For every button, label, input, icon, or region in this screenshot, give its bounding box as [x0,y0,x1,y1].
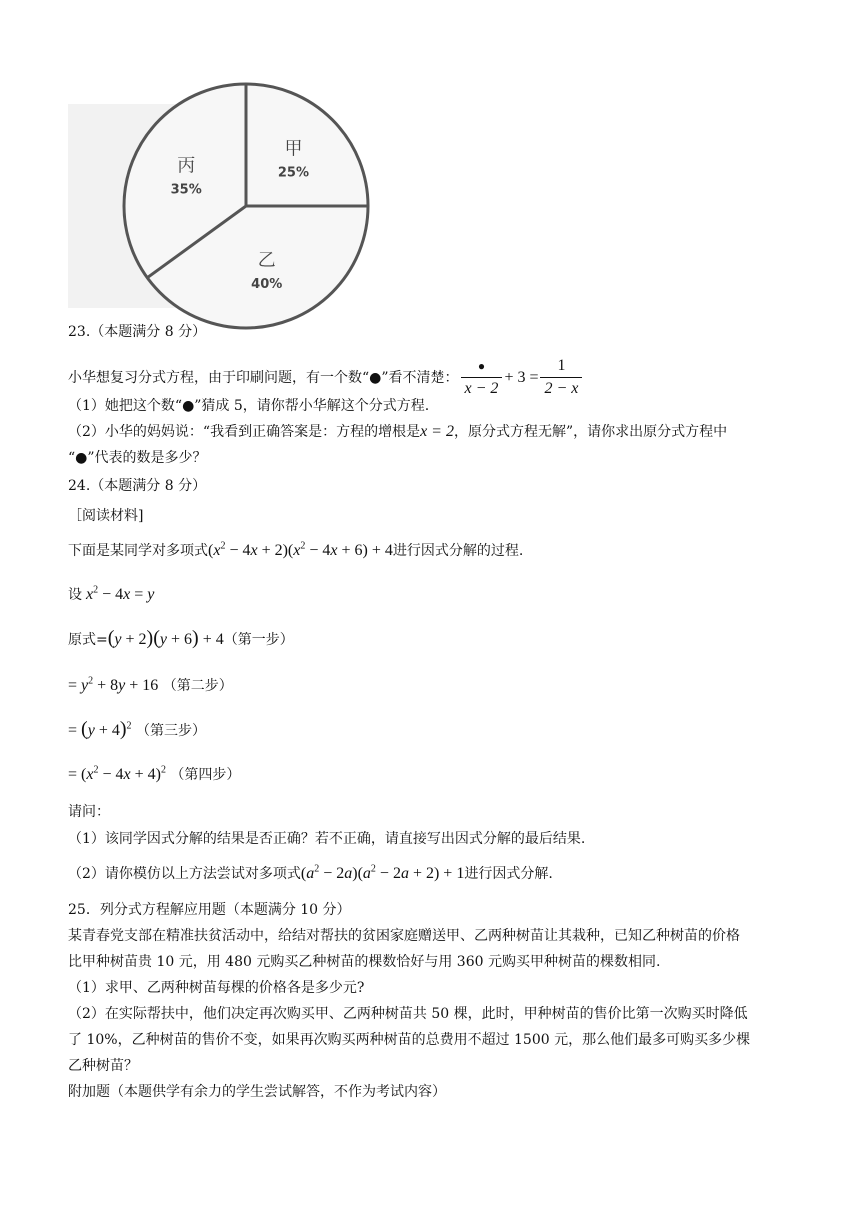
q25-heading: 25．列分式方程解应用题（本题满分 10 分） [68,902,351,918]
q24-step1-expr: (y + 2)(y + 6) + 4 [107,627,224,649]
q25-part2-line1: （2）在实际帮扶中，他们决定再次购买甲、乙两种树苗共 50 棵，此时，甲种树苗的售价比第一次购买时降低 [68,1006,748,1022]
q24-polynomial: $(x^2 - 4x + 2)(x^2 - 4x + 6) + 4$ [208,540,393,559]
pie-slice-name: 乙 [257,249,276,271]
q23-left-fraction [461,356,503,399]
q25-line2: 比甲种树苗贵 10 元，用 480 元购买乙种树苗的棵数恰好与用 360 元购买甲种树苗的棵数相同. [68,954,661,970]
pie-chart [68,104,310,308]
pie-slice-name: 丙 [177,155,196,177]
q23-plus-three: + 3 = [504,368,539,386]
q24-intro-line [68,541,523,561]
q24-step2-line [68,676,233,696]
q24-let-line [68,585,154,605]
q24-intro-b: 进行因式分解的过程. [392,543,524,559]
q25-line1: 某青春党支部在精准扶贫活动中，给结对帮扶的贫困家庭赠送甲、乙两种树苗让其栽种，已知乙种树苗的价格 [68,928,740,944]
q24-step4-label: （第四步） [170,767,241,783]
q23-part2-line2: “●”代表的数是多少？ [68,450,207,466]
q25-part2-line2: 了 10%，乙种树苗的售价不变，如果再次购买两种树苗的总费用不超过 1500 元，那么他们最多可购买多少棵 [68,1032,751,1048]
q24-ask: 请问： [68,804,110,820]
q24-part2-a: （2）请你模仿以上方法尝试对多项式 [68,866,301,882]
q24-substitution: $x^2 - 4x = y$ [86,584,155,603]
pie-slice-name: 甲 [284,138,303,160]
q23-left-denominator: x − 2 [461,377,503,399]
q24-step2-label: （第二步） [162,678,233,694]
q24-intro-a: 下面是某同学对多项式 [68,543,208,559]
extra-heading: 附加题（本题供学有余力的学生尝试解答，不作为考试内容） [68,1084,446,1100]
q23-part1: （1）她把这个数“●”猜成 5，请你帮小华解这个分式方程. [68,398,430,414]
q24-step4-expr: = $(x^2 - 4x + 4)^2$ [68,764,166,783]
q23-part2-eq: x = 2 [420,423,454,440]
q24-let: 设 [68,587,82,603]
q24-part2-b: 进行因式分解. [464,866,553,882]
q24-step3-label: （第三步） [135,723,206,739]
q23-right-fraction [540,356,582,399]
q23-part2-a: （2）小华的妈妈说：“我看到正确答案是：方程的增根是 [68,424,421,440]
q23-left-numerator: ● [477,359,486,373]
q24-orig: 原式= [68,632,108,648]
q24-heading: 24.（本题满分 8 分） [68,478,207,494]
q24-part2-polynomial: $(a^2 - 2a)(a^2 - 2a + 2) + 1$ [300,863,465,882]
q25-part1: （1）求甲、乙两种树苗每棵的价格各是多少元? [68,980,365,996]
q24-step4-line [68,765,240,785]
q24-material: ［阅读材料] [68,508,144,524]
q23-part2-b: ，原分式方程无解”，请你求出原分式方程中 [453,424,728,440]
q23-part2-line1 [68,422,727,442]
q24-step3-expr: = $(y + 4)^2$ [68,718,132,740]
q24-step1-line [68,628,294,650]
q23-heading: 23.（本题满分 8 分） [68,324,207,340]
q23-intro-line [68,356,584,399]
pie-slice-label: 25% [277,165,310,181]
pie-slice-label: 40% [251,276,283,292]
q23-right-numerator: 1 [557,357,566,374]
pie-chart-svg [68,104,310,308]
q23-right-denominator: 2 − x [540,377,582,399]
q24-part1: （1）该同学因式分解的结果是否正确？若不正确，请直接写出因式分解的最后结果. [68,831,586,847]
q25-part2-line3: 乙种树苗？ [68,1058,138,1074]
q24-step1-label: （第一步） [223,632,294,648]
pie-slice-label: 35% [170,182,202,198]
q24-step3-line [68,719,206,741]
q24-step2-expr: = $y^2 + 8y + 16$ [68,675,159,694]
q23-intro: 小华想复习分式方程，由于印刷问题，有一个数“●”看不清楚： [68,369,459,386]
q24-part2-line [68,864,553,884]
